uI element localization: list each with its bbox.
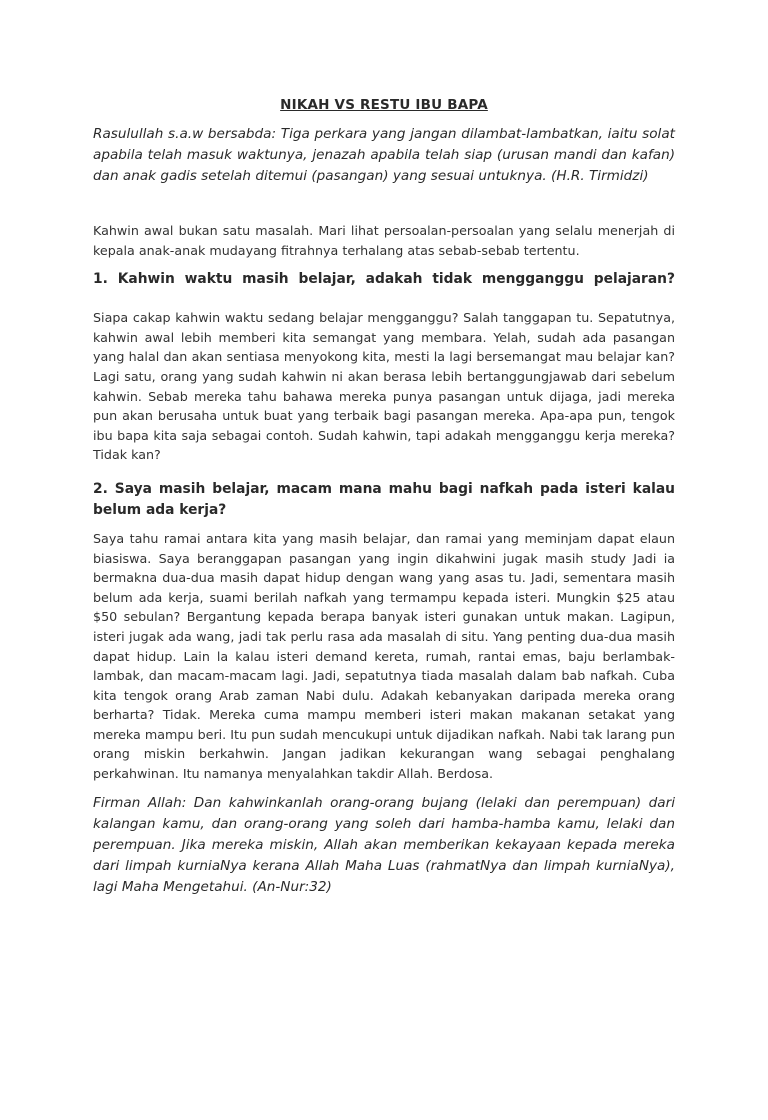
question-2-heading: 2. Saya masih belajar, macam mana mahu bagi nafkah pada isteri kalau belum ada kerja? — [93, 480, 675, 518]
document-page — [0, 96, 768, 1120]
answer-1-paragraph: Siapa cakap kahwin waktu sedang belajar mengganggu? Salah tanggapan tu. Sepatutnya, kahwin awal lebih memberi kita semangat yang membara. Yelah, sudah ada pasangan yang halal dan akan sentiasa menyokong kita, mesti la lagi bersemangat mau belajar kan? Lagi satu, orang yang sudah kahwin ni akan berasa lebih bertanggungjawab dari sebelum kahwin. Sebab mereka tahu bahawa mereka punya pasangan untuk dijaga, jadi mereka pun akan berusaha untuk buat yang terbaik bagi pasangan mereka. Apa-apa pun, tengok ibu bapa kita saja sebagai contoh. Sudah kahwin, tapi adakah mengganggu kerja mereka? Tidak kan? — [93, 310, 675, 463]
intro-paragraph: Kahwin awal bukan satu masalah. Mari lihat persoalan-persoalan yang selalu menerjah di kepala anak-anak mudayang fitrahnya terhalang atas sebab-sebab tertentu. — [93, 223, 675, 258]
quran-verse-quote: Firman Allah: Dan kahwinkanlah orang-orang bujang (lelaki dan perempuan) dari kalangan kamu, dan orang-orang yang soleh dari hamba-hamba kamu, lelaki dan perempuan. Jika mereka miskin, Allah akan memberikan kekayaan kepada mereka dari limpah kurniaNya kerana Allah Maha Luas (rahmatNya dan limpah kurniaNya), lagi Maha Mengetahui. (An-Nur:32) — [93, 794, 675, 895]
document-title: NIKAH VS RESTU IBU BAPA — [280, 97, 488, 113]
hadith-quote: Rasulullah s.a.w bersabda: Tiga perkara yang jangan dilambat-lambatkan, iaitu solat apabila telah masuk waktunya, jenazah apabila telah siap (urusan mandi dan kafan) dan anak gadis setelah ditemui (pasangan) yang sesuai untuknya. (H.R. Tirmidzi) — [93, 126, 675, 184]
answer-2-paragraph: Saya tahu ramai antara kita yang masih belajar, dan ramai yang meminjam dapat elaun biasiswa. Saya beranggapan pasangan yang ingin dikahwini jugak masih study Jadi ia bermakna dua-dua masih dapat hidup dengan wang yang asas tu. Jadi, sementara masih belum ada kerja, suami berilah nafkah yang termampu kepada isteri. Mungkin $25 atau $50 sebulan? Bergantung kepada berapa banyak isteri gunakan untuk makan. Lagipun, isteri jugak ada wang, jadi tak perlu rasa ada masalah di situ. Yang penting dua-dua masih dapat hidup. Lain la kalau isteri demand kereta, rumah, rantai emas, baju berlambak-lambak, dan macam-macam lagi. Jadi, sepatutnya tiada masalah dalam bab nafkah. Cuba kita tengok orang Arab zaman Nabi dulu. Adakah kebanyakan daripada mereka orang berharta? Tidak. Mereka cuma mampu memberi isteri makan makanan setakat yang mereka mampu beri. Itu pun sudah mencukupi untuk dijadikan nafkah. Nabi tak larang pun orang miskin berkahwin. Jangan jadikan kekurangan wang sebagai penghalang perkahwinan. Itu namanya menyalahkan takdir Allah. Berdosa. — [93, 530, 675, 782]
question-1-heading: 1. Kahwin waktu masih belajar, adakah tidak mengganggu pelajaran? — [93, 271, 675, 288]
